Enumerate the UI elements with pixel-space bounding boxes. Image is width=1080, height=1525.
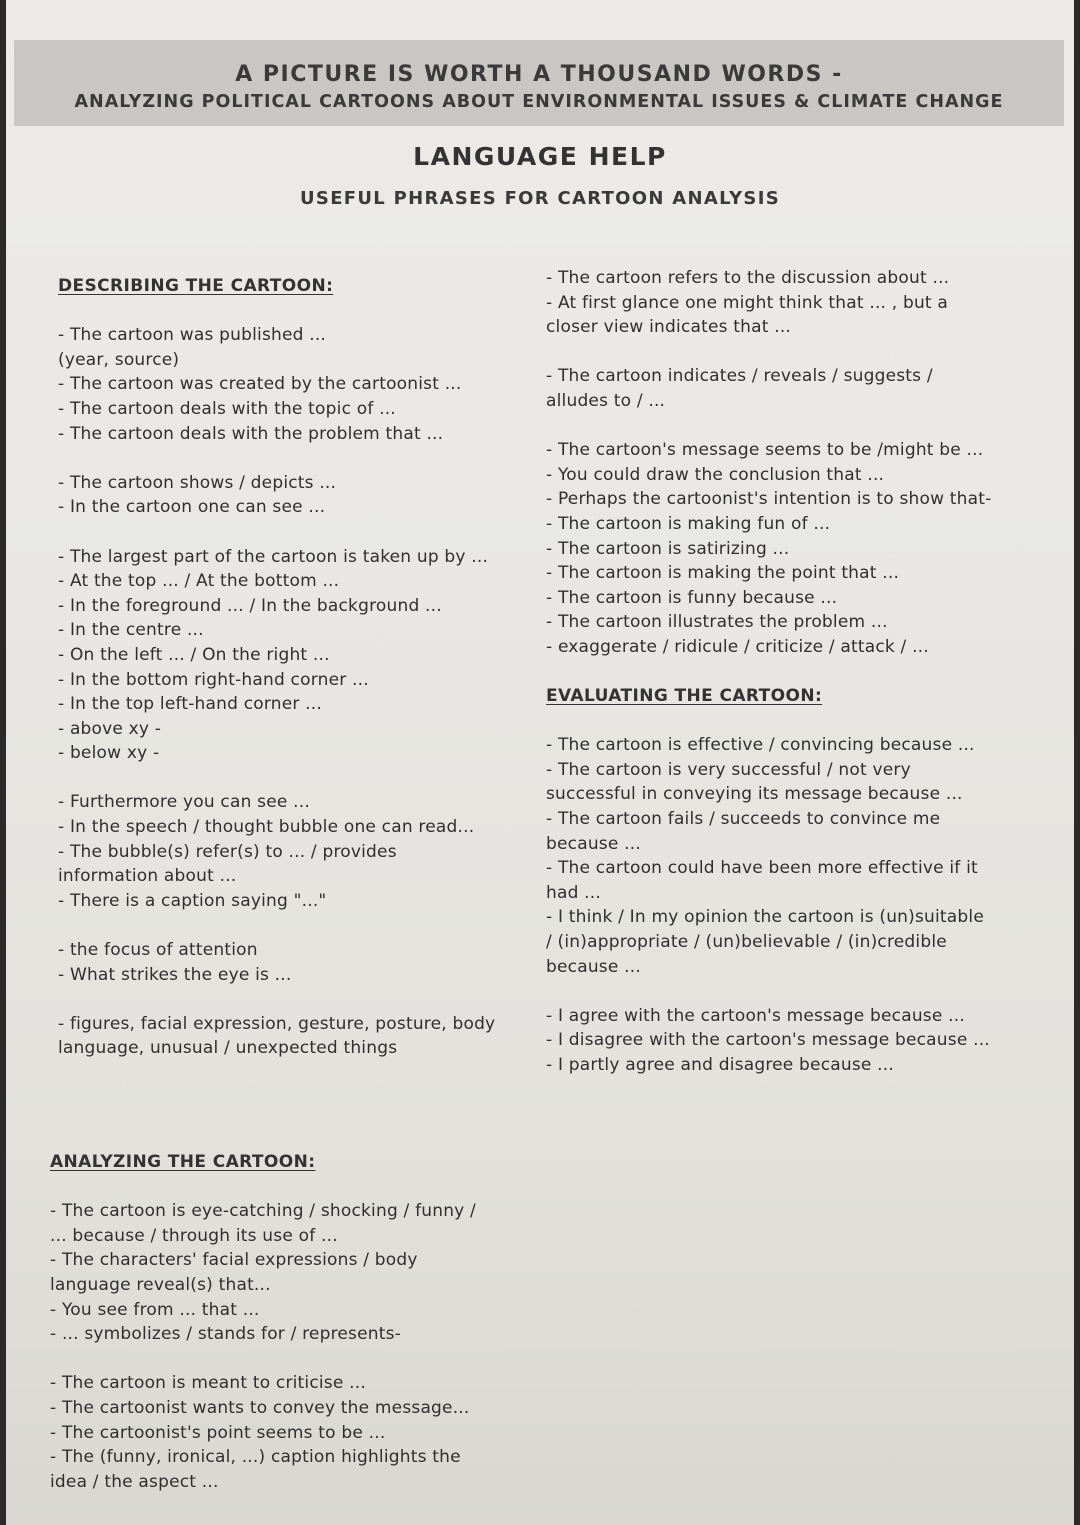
phrase-line: idea / the aspect ... <box>50 1471 219 1492</box>
phrase-line: - The cartoon is funny because ... <box>546 587 838 608</box>
phrase-line: / (in)appropriate / (un)believable / (in)credible <box>546 932 947 953</box>
phrase-line: alludes to / ... <box>546 390 666 411</box>
phrase-line: - The cartoon refers to the discussion about ... <box>546 268 950 288</box>
phrase-line: - I disagree with the cartoon's message because ... <box>546 1030 990 1051</box>
phrase-line: because ... <box>546 956 641 977</box>
phrase-line: - The cartoon was published ... <box>58 325 327 346</box>
phrase-line: - figures, facial expression, gesture, posture, body <box>58 1013 496 1034</box>
phrase-line: - The cartoon shows / depicts ... <box>58 472 337 493</box>
interpreting-section <box>546 266 1036 1078</box>
phrase-line: - In the top left-hand corner ... <box>58 694 322 715</box>
phrase-line: information about ... <box>58 866 237 887</box>
phrase-line: successful in conveying its message because ... <box>546 784 963 805</box>
phrase-line: - The cartoon is making fun of ... <box>546 513 831 534</box>
phrase-line: - The cartoon is very successful / not very <box>546 759 911 780</box>
phrase-line: - The cartoon is making the point that ... <box>546 563 900 584</box>
phrase-line: because ... <box>546 833 641 854</box>
phrase-line: - The characters' facial expressions / body <box>50 1250 418 1271</box>
phrase-line: language, unusual / unexpected things <box>58 1038 398 1059</box>
header-title-line2: ANALYZING POLITICAL CARTOONS ABOUT ENVIRONMENTAL ISSUES & CLIMATE CHANGE <box>74 92 1004 112</box>
phrase-line: - The cartoon was created by the cartoonist ... <box>58 374 462 395</box>
phrase-line: - The largest part of the cartoon is taken up by ... <box>58 546 489 567</box>
evaluating-heading: EVALUATING THE CARTOON: <box>546 686 823 707</box>
phrase-line: - The cartoon is satirizing ... <box>546 538 790 559</box>
header-banner <box>14 40 1064 126</box>
phrase-line: closer view indicates that ... <box>546 317 792 338</box>
phrase-line: - In the centre ... <box>58 620 204 641</box>
phrase-line: - The cartoon illustrates the problem ... <box>546 612 888 633</box>
phrase-line: - The cartoonist's point seems to be ... <box>50 1422 386 1443</box>
phrase-line: - The cartoon is meant to criticise ... <box>50 1373 366 1394</box>
analyzing-heading: ANALYZING THE CARTOON: <box>50 1152 316 1172</box>
phrase-line: - I think / In my opinion the cartoon is (un)suitable <box>546 907 984 928</box>
phrase-line: language reveal(s) that... <box>50 1274 271 1295</box>
phrase-line: - exaggerate / ridicule / criticize / attack / ... <box>546 636 929 657</box>
phrase-line: - The cartoon deals with the problem that ... <box>58 423 444 444</box>
phrase-line: - The cartoon deals with the topic of ... <box>58 398 396 419</box>
phrase-line: - The cartoon could have been more effective if it <box>546 858 978 879</box>
phrase-line: - The bubble(s) refer(s) to ... / provides <box>58 841 397 862</box>
phrase-line: - ... symbolizes / stands for / represents- <box>50 1324 402 1345</box>
phrase-line: - the focus of attention <box>58 940 258 961</box>
phrase-line: - Furthermore you can see ... <box>58 792 310 813</box>
phrase-line: - I agree with the cartoon's message because ... <box>546 1005 965 1026</box>
phrase-line: (year, source) <box>58 349 180 370</box>
phrase-line: - below xy - <box>58 743 160 764</box>
phrase-line: - The cartoon is eye-catching / shocking / funny / <box>50 1201 476 1222</box>
phrase-line: - In the foreground ... / In the background ... <box>58 595 442 616</box>
phrase-line: - On the left ... / On the right ... <box>58 644 330 665</box>
phrase-line: - At first glance one might think that ... , but a <box>546 292 949 313</box>
phrase-line: - The cartoon is effective / convincing because ... <box>546 735 975 756</box>
page-subtitle: USEFUL PHRASES FOR CARTOON ANALYSIS <box>300 188 780 209</box>
phrase-line: had ... <box>546 882 601 903</box>
phrase-line: - At the top ... / At the bottom ... <box>58 571 340 592</box>
page-title: LANGUAGE HELP <box>413 142 667 171</box>
phrase-line: - The cartoon fails / succeeds to convince me <box>546 809 941 830</box>
describing-section <box>58 274 528 1061</box>
phrase-line: - In the speech / thought bubble one can read... <box>58 817 475 838</box>
phrase-line: - The (funny, ironical, ...) caption highlights the <box>50 1447 461 1468</box>
phrase-line: - The cartoonist wants to convey the message... <box>50 1397 470 1418</box>
header-title-line1: A PICTURE IS WORTH A THOUSAND WORDS - <box>235 62 843 87</box>
worksheet-page <box>6 0 1074 1525</box>
phrase-line: - In the bottom right-hand corner ... <box>58 669 369 690</box>
phrase-line: - above xy - <box>58 718 162 739</box>
phrase-line: - I partly agree and disagree because ... <box>546 1055 894 1075</box>
phrase-line: - You could draw the conclusion that ... <box>546 464 885 485</box>
phrase-line: - There is a caption saying "..." <box>58 890 327 911</box>
phrase-line: - The cartoon's message seems to be /might be ... <box>546 440 984 461</box>
phrase-line: - What strikes the eye is ... <box>58 964 292 985</box>
phrase-line: - You see from ... that ... <box>50 1299 260 1320</box>
describing-heading: DESCRIBING THE CARTOON: <box>58 276 334 296</box>
phrase-line: - In the cartoon one can see ... <box>58 497 326 518</box>
phrase-line: ... because / through its use of ... <box>50 1225 338 1246</box>
phrase-line: - The cartoon indicates / reveals / suggests / <box>546 366 933 387</box>
phrase-line: - Perhaps the cartoonist's intention is to show that- <box>546 489 992 510</box>
analyzing-section <box>50 1150 520 1494</box>
